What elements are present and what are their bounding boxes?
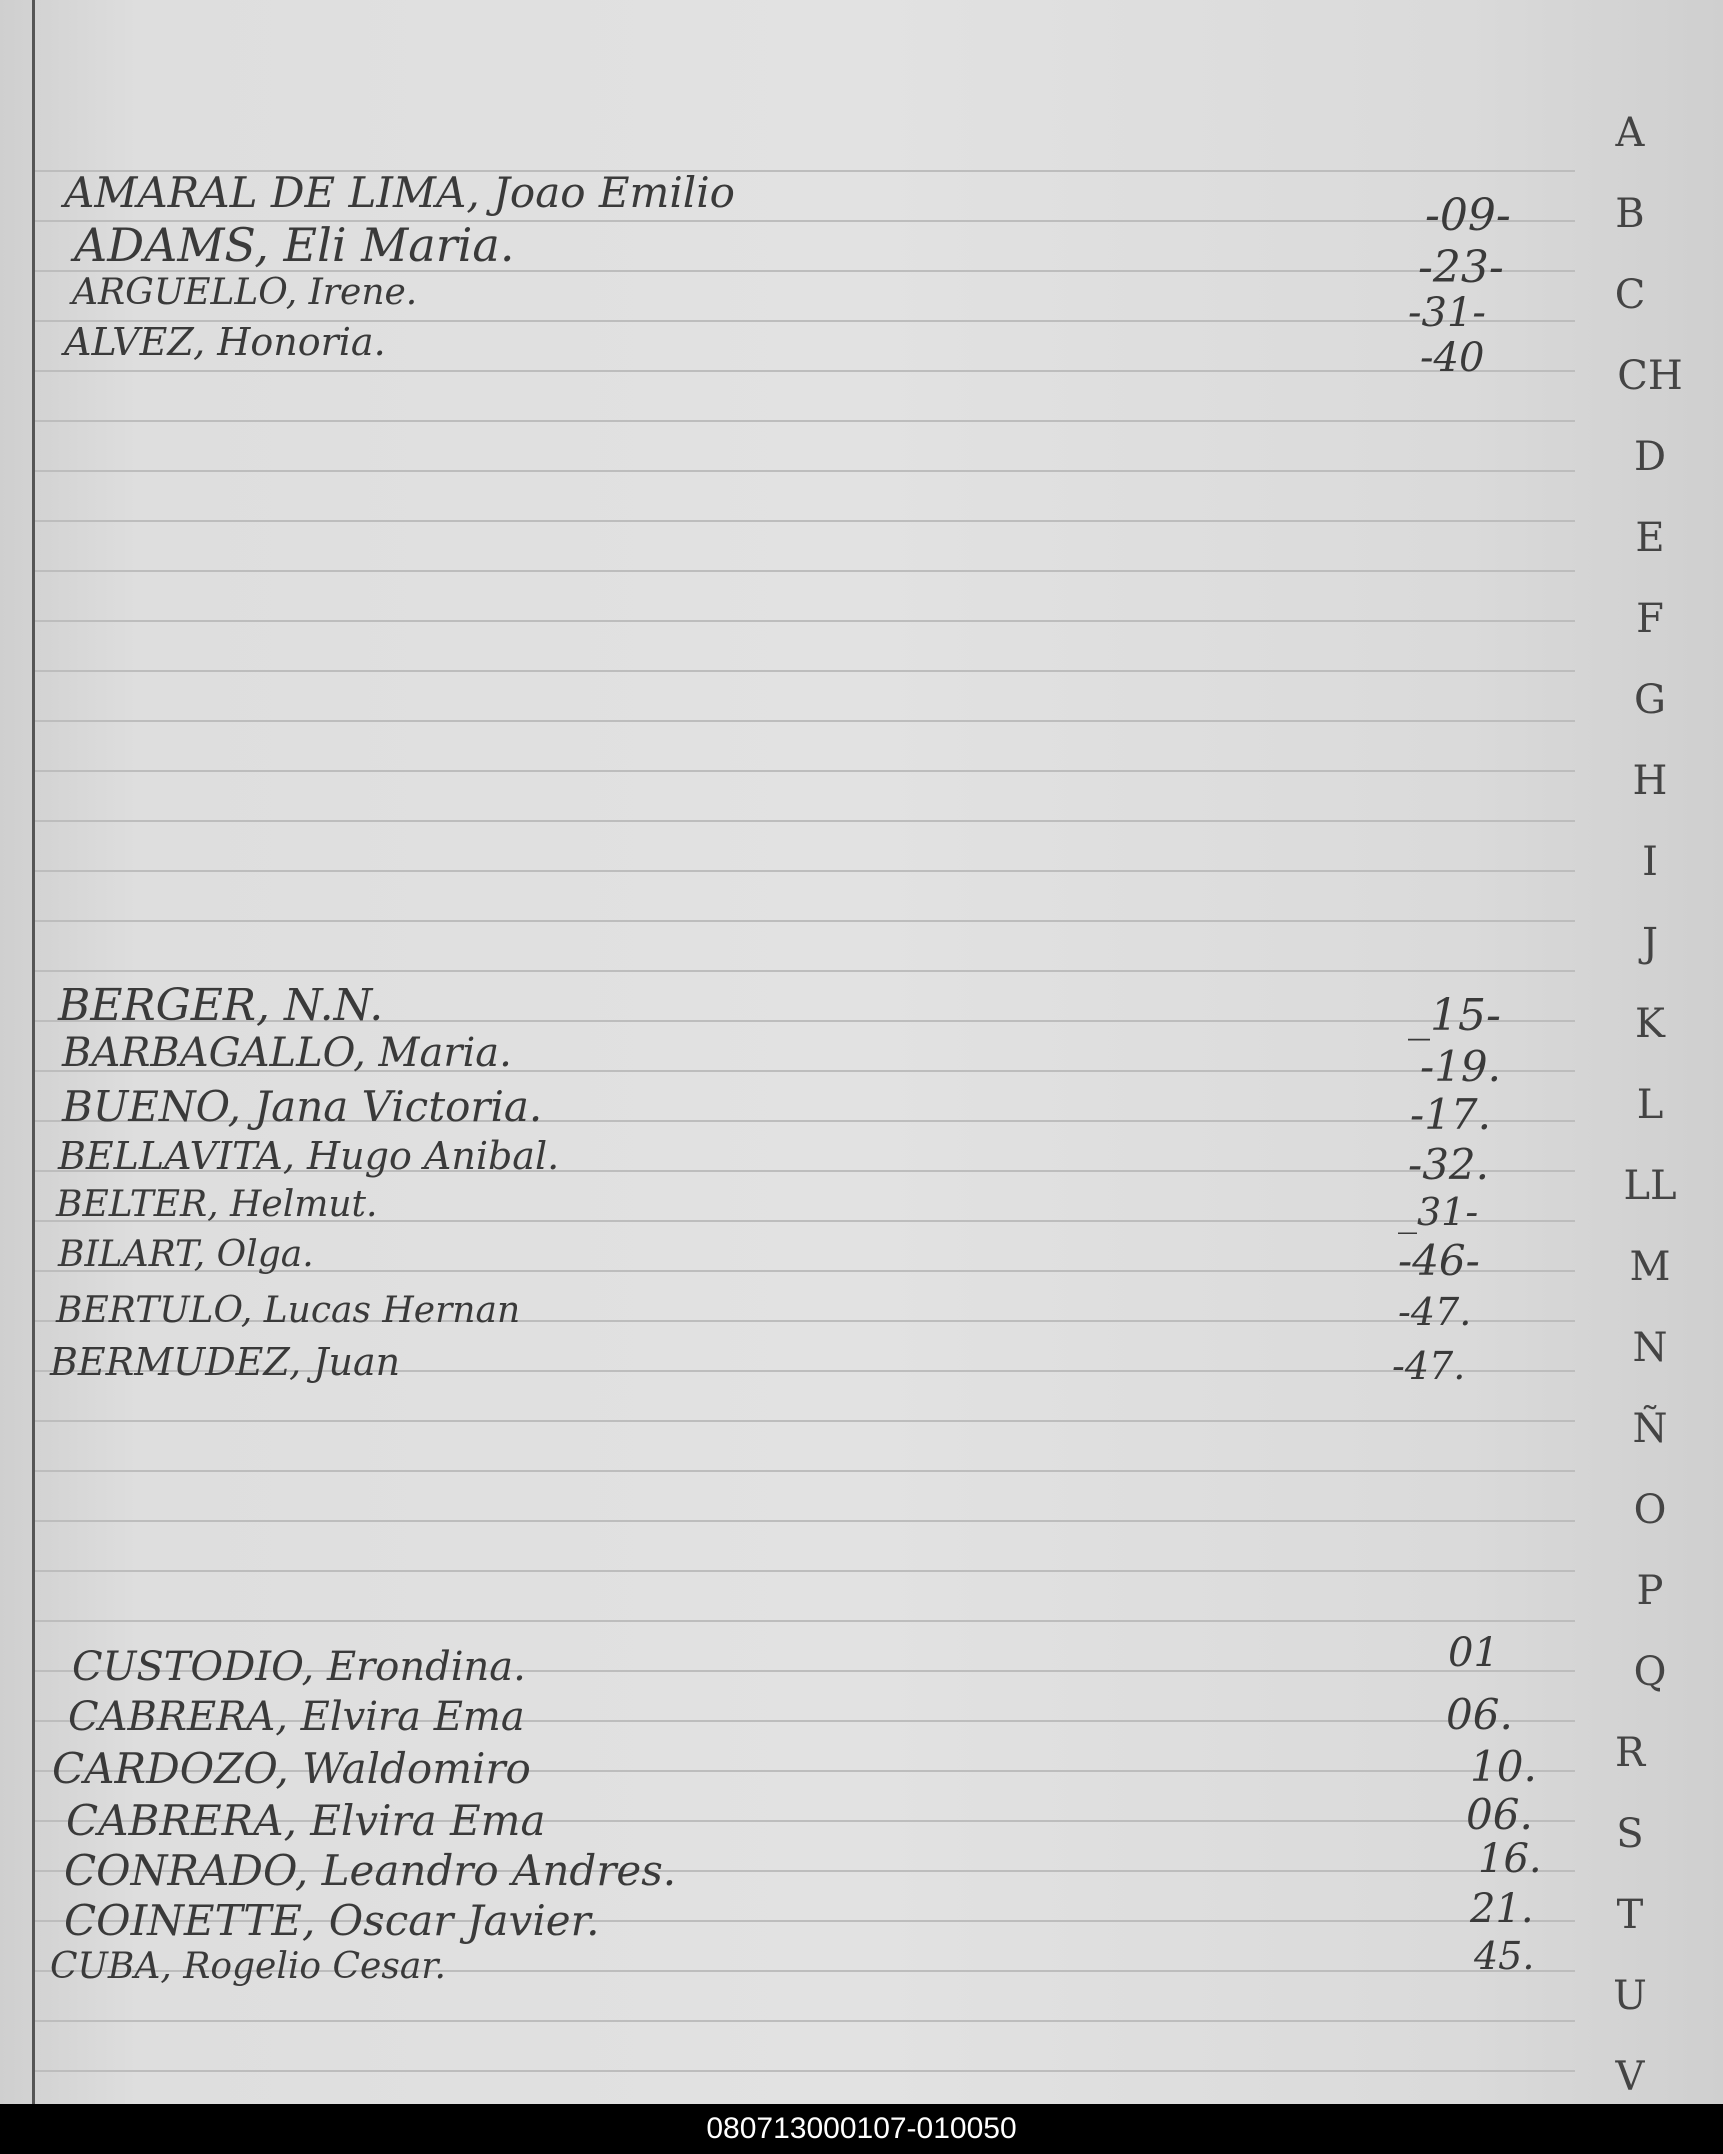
index-tab[interactable]: U: [1613, 1973, 1647, 2019]
entry-number: -40: [1420, 335, 1485, 381]
entry-number: -19.: [1420, 1042, 1501, 1091]
entry-number: -09-: [1425, 190, 1511, 241]
ruled-line: [35, 670, 1575, 672]
entry-number: 21.: [1470, 1886, 1534, 1932]
index-tab[interactable]: B: [1615, 191, 1645, 237]
entry-name: AMARAL DE LIMA, Joao Emilio: [64, 168, 735, 217]
entry-name: BILART, Olga.: [58, 1234, 314, 1275]
entry-number: 06.: [1466, 1790, 1533, 1839]
entry-name: CARDOZO, Waldomiro: [52, 1744, 531, 1793]
entry-name: CABRERA, Elvira Ema: [68, 1694, 525, 1740]
entry-number: -17.: [1410, 1090, 1491, 1139]
entry-number: _15-: [1408, 990, 1501, 1041]
ruled-line: [35, 1520, 1575, 1522]
entry-number: 06.: [1446, 1690, 1513, 1739]
ruled-line: [35, 970, 1575, 972]
ruled-line: [35, 1470, 1575, 1472]
index-tab[interactable]: H: [1632, 758, 1668, 804]
index-tab[interactable]: D: [1633, 434, 1667, 480]
ruled-line: [35, 770, 1575, 772]
index-tab[interactable]: F: [1636, 596, 1664, 642]
alphabet-index: [1580, 110, 1723, 2100]
ruled-line: [35, 370, 1575, 372]
entry-number: -47.: [1392, 1344, 1466, 1388]
index-tab[interactable]: S: [1616, 1811, 1644, 1857]
index-tab[interactable]: M: [1629, 1244, 1671, 1290]
entry-name: ARGUELLO, Irene.: [72, 272, 418, 313]
index-tab[interactable]: CH: [1617, 353, 1683, 399]
index-tab[interactable]: Ñ: [1632, 1406, 1668, 1452]
entry-number: 01: [1448, 1630, 1499, 1676]
entry-name: CUSTODIO, Erondina.: [72, 1644, 526, 1690]
entry-number: 10.: [1470, 1742, 1537, 1791]
index-tab[interactable]: A: [1615, 110, 1645, 156]
entry-number: -31-: [1408, 290, 1486, 336]
entry-name: BUENO, Jana Victoria.: [62, 1082, 543, 1131]
index-tab[interactable]: R: [1614, 1730, 1646, 1776]
entry-name: CABRERA, Elvira Ema: [66, 1796, 546, 1845]
ruled-line: [35, 720, 1575, 722]
entry-name: ADAMS, Eli Maria.: [74, 218, 515, 272]
index-tab[interactable]: V: [1615, 2054, 1645, 2100]
index-tab[interactable]: G: [1634, 677, 1666, 723]
index-tab[interactable]: N: [1632, 1325, 1668, 1371]
entry-name: BERMUDEZ, Juan: [50, 1340, 401, 1384]
entry-name: BELTER, Helmut.: [56, 1184, 378, 1225]
entry-number: -32.: [1408, 1140, 1489, 1189]
entry-number: -46-: [1398, 1236, 1480, 1285]
ruled-line: [35, 1570, 1575, 1572]
entry-number: 16.: [1478, 1836, 1542, 1882]
ruled-line: [35, 470, 1575, 472]
entry-name: CUBA, Rogelio Cesar.: [50, 1946, 446, 1987]
index-tab[interactable]: C: [1614, 272, 1646, 318]
entry-name: COINETTE, Oscar Javier.: [64, 1896, 600, 1945]
entry-name: ALVEZ, Honoria.: [64, 320, 386, 364]
entry-name: BARBAGALLO, Maria.: [62, 1030, 512, 1076]
ruled-line: [35, 520, 1575, 522]
index-tab[interactable]: E: [1635, 515, 1665, 561]
index-tab[interactable]: L: [1636, 1082, 1664, 1128]
entry-number: -47.: [1398, 1290, 1472, 1334]
document-id: 080713000107-010050: [0, 2104, 1723, 2154]
entry-number: -23-: [1418, 242, 1504, 293]
ruled-line: [35, 420, 1575, 422]
ruled-line: [35, 1620, 1575, 1622]
entry-number: 45.: [1474, 1934, 1535, 1978]
ruled-line: [35, 820, 1575, 822]
index-tab[interactable]: K: [1635, 1001, 1665, 1047]
index-tab[interactable]: J: [1641, 920, 1659, 966]
ruled-line: [35, 620, 1575, 622]
entry-name: CONRADO, Leandro Andres.: [64, 1846, 677, 1895]
index-tab[interactable]: P: [1636, 1568, 1664, 1614]
entry-name: BELLAVITA, Hugo Anibal.: [58, 1134, 560, 1178]
ruled-line: [35, 870, 1575, 872]
ruled-line: [35, 920, 1575, 922]
index-tab[interactable]: T: [1616, 1892, 1644, 1938]
entry-name: BERTULO, Lucas Hernan: [56, 1290, 521, 1331]
ruled-line: [35, 2070, 1575, 2072]
ruled-line: [35, 570, 1575, 572]
index-tab[interactable]: O: [1633, 1487, 1667, 1533]
entry-number: _31-: [1398, 1190, 1479, 1234]
index-tab[interactable]: LL: [1623, 1163, 1677, 1209]
entry-name: BERGER, N.N.: [58, 980, 384, 1031]
index-tab[interactable]: I: [1642, 839, 1658, 885]
index-tab[interactable]: Q: [1633, 1649, 1667, 1695]
ruled-line: [35, 2020, 1575, 2022]
ruled-line: [35, 1420, 1575, 1422]
